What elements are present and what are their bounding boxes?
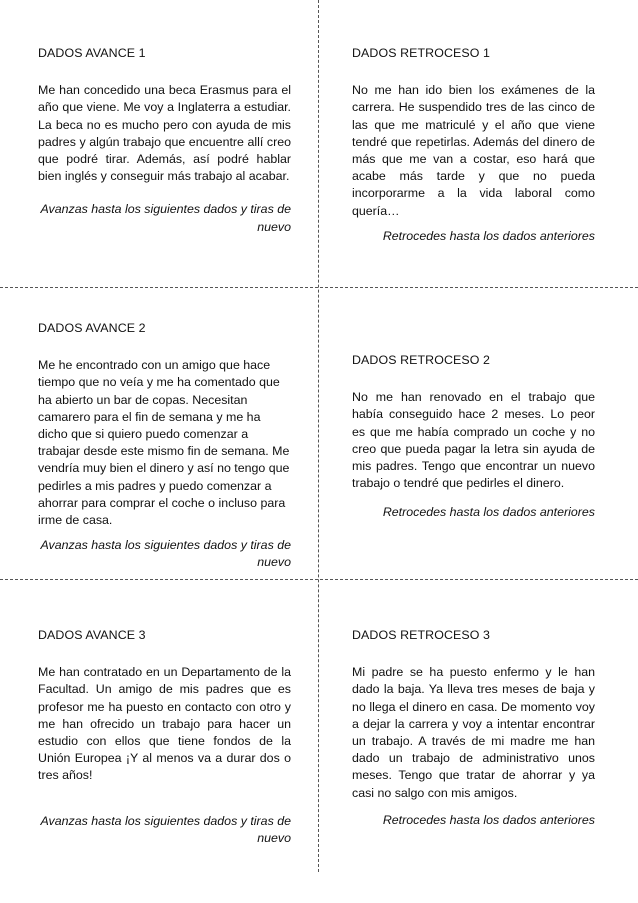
vertical-cut-line — [318, 0, 319, 872]
card-advance-2 — [38, 320, 291, 572]
card-text: Me he encontrado con un amigo que hace tiempo que no veía y me ha comentado que ha abierto un bar de copas. Necesitan camarero para el fin de semana y me ha dicho que si quiero puedo comenzar a trabajar desde este mismo fin de semana. Me vendría muy bien el dinero y así no tengo que pedirles a mis padres y puedo comenzar a ahorrar para comprar el coche o incluso para irme de casa. — [38, 358, 290, 528]
card-title: DADOS AVANCE 2 — [38, 321, 146, 335]
card-advance-3 — [38, 627, 291, 847]
card-instruction: Avanzas hasta los siguientes dados y tiras de nuevo — [40, 813, 291, 845]
card-title: DADOS RETROCESO 1 — [352, 46, 491, 60]
card-text: Me han concedido una beca Erasmus para el año que viene. Me voy a Inglaterra a estudiar. La beca no es mucho pero con ayuda de mis padres y algún trabajo que encuentre allí creo que podré tirar. Además, así podré hablar bien inglés y conseguir más trabajo al acabar. — [38, 83, 291, 184]
card-title: DADOS RETROCESO 2 — [352, 353, 491, 367]
card-text: No me han ido bien los exámenes de la carrera. He suspendido tres de las cinco de las que me matriculé y el año que viene tendré que repetirlas. Además del dinero de más que me van a costar, eso hará que acabe más tarde y que no pueda incorporarme a la vida laboral como quería… — [352, 83, 595, 218]
card-instruction: Avanzas hasta los siguientes dados y tiras de nuevo — [40, 538, 291, 570]
card-instruction: Retrocedes hasta los dados anteriores — [382, 812, 595, 827]
card-title: DADOS AVANCE 1 — [38, 46, 146, 60]
card-instruction: Retrocedes hasta los dados anteriores — [382, 228, 595, 243]
card-title: DADOS AVANCE 3 — [38, 628, 146, 642]
card-text: Me han contratado en un Departamento de la Facultad. Un amigo de mis padres que es profesor me ha puesto en contacto con otro y me han ofrecido un trabajo para hacer un estudio con ellos que tiene fondos de la Unión Europea ¡Y al menos va a durar dos o tres años! — [38, 665, 291, 783]
card-instruction: Avanzas hasta los siguientes dados y tiras de nuevo — [40, 202, 291, 234]
card-retreat-1 — [352, 45, 595, 245]
horizontal-cut-line-1 — [0, 287, 638, 288]
card-instruction: Retrocedes hasta los dados anteriores — [382, 505, 595, 520]
card-retreat-2 — [352, 352, 595, 522]
card-title: DADOS RETROCESO 3 — [352, 628, 491, 642]
card-advance-1 — [38, 45, 291, 236]
card-text: No me han renovado en el trabajo que había conseguido hace 2 meses. Lo peor es que me había comprado un coche y no creo que pueda pagar la letra sin ayuda de mis padres. Tengo que encontrar un nuevo trabajo o tendré que pedirles el dinero. — [352, 390, 595, 491]
card-text: Mi padre se ha puesto enfermo y le han dado la baja. Ya lleva tres meses de baja y no llega el dinero en casa. De momento voy a dejar la carrera y voy a intentar encontrar un trabajo. A través de mi madre me han dado un trabajo de administrativo unos meses. Tengo que tratar de ahorrar y ya casi no salgo con mis amigos. — [352, 665, 595, 800]
horizontal-cut-line-2 — [0, 579, 638, 580]
card-retreat-3 — [352, 627, 595, 829]
